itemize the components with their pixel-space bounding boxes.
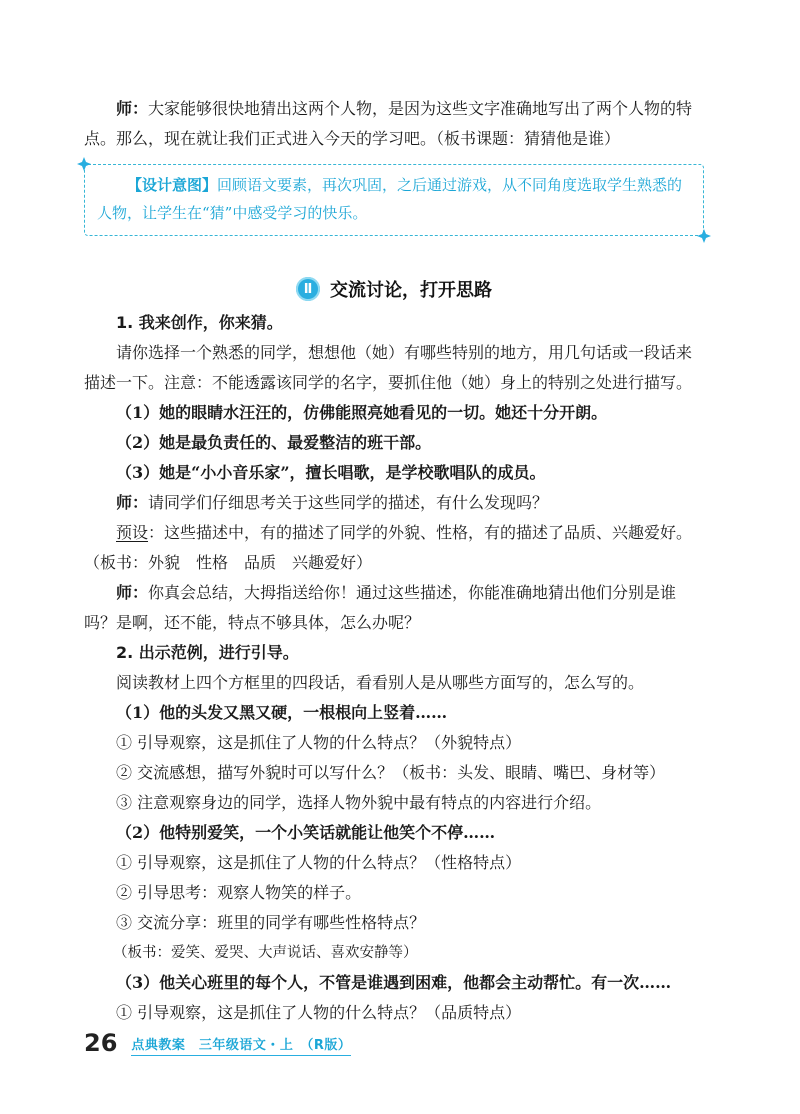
speaker-teacher: 师： xyxy=(116,583,149,602)
example-quote: （3）他关心班里的每个人，不管是谁遇到困难，他都会主动帮忙。有一次…… xyxy=(116,973,672,992)
book-title-underline xyxy=(131,1034,351,1056)
guide-step: ② 引导思考：观察人物笑的样子。 xyxy=(116,883,362,902)
part1-instruction: 请你选择一个熟悉的同学，想想他（她）有哪些特别的地方，用几句话或一段话来描述一下。注意：不能透露该同学的名字，要抓住他（她）身上的特别之处进行描写。 xyxy=(84,343,693,392)
part2-instruction: 阅读教材上四个方框里的四段话，看看别人是从哪些方面写的，怎么写的。 xyxy=(116,673,645,692)
design-intent-body: 回顾语文要素，再次巩固，之后通过游戏，从不同角度选取学生熟悉的人物，让学生在“猜”中感受学习的快乐。 xyxy=(97,176,683,222)
speaker-teacher: 师： xyxy=(116,493,149,512)
guide-step: ③ 注意观察身边的同学，选择人物外貌中最有特点的内容进行介绍。 xyxy=(116,793,602,812)
design-intent-box xyxy=(84,164,704,236)
guide-step: ① 引导观察，这是抓住了人物的什么特点？（品质特点） xyxy=(116,1003,522,1022)
example-item: （1）她的眼睛水汪汪的，仿佛能照亮她看见的一切。她还十分开朗。 xyxy=(116,403,608,422)
page-number: 26 xyxy=(84,1029,118,1057)
section-heading xyxy=(84,274,704,304)
board-note: （板书：爱笑、爱哭、大声说话、喜欢安静等） xyxy=(113,945,418,961)
design-intent-label: 【设计意图】 xyxy=(127,176,218,194)
preset-text: ：这些描述中，有的描述了同学的外貌、性格，有的描述了品质、兴趣爱好。（板书：外貌 性格 品质 兴趣爱好） xyxy=(84,523,693,572)
speaker-teacher: 师： xyxy=(116,99,149,118)
teacher-question-text: 请同学们仔细思考关于这些同学的描述，有什么发现吗？ xyxy=(148,493,549,512)
preset-answer xyxy=(84,518,704,578)
guide-step: ① 引导观察，这是抓住了人物的什么特点？（性格特点） xyxy=(116,853,522,872)
part1-heading: 1. 我来创作，你来猜。 xyxy=(116,313,283,332)
guide-step: ① 引导观察，这是抓住了人物的什么特点？（外貌特点） xyxy=(116,733,522,752)
guide-step: ③ 交流分享：班里的同学有哪些性格特点？ xyxy=(116,913,426,932)
teacher-summary xyxy=(84,578,704,638)
guide-step: ② 交流感想，描写外貌时可以写什么？（板书：头发、眼睛、嘴巴、身材等） xyxy=(116,763,666,782)
example-item: （2）她是最负责任的、最爱整洁的班干部。 xyxy=(116,433,432,452)
part2-heading: 2. 出示范例，进行引导。 xyxy=(116,643,299,662)
preset-label: 预设 xyxy=(116,523,149,542)
page-content xyxy=(84,94,704,1028)
section-title: 交流讨论，打开思路 xyxy=(330,280,492,301)
example-quote: （2）他特别爱笑，一个小笑话就能让他笑个不停…… xyxy=(116,823,496,842)
teacher-summary-text: 你真会总结，大拇指送给你！通过这些描述，你能准确地猜出他们分别是谁吗？是啊，还不能，特点不够具体，怎么办呢？ xyxy=(84,583,677,632)
intro-paragraph xyxy=(84,94,704,154)
page-footer xyxy=(84,1030,351,1056)
corner-ornament-icon xyxy=(77,157,91,171)
book-title: 点典教案 三年级语文・上 （R版） xyxy=(131,1038,352,1053)
example-item: （3）她是“小小音乐家”，擅长唱歌，是学校歌唱队的成员。 xyxy=(116,463,546,482)
intro-text: 大家能够很快地猜出这两个人物，是因为这些文字准确地写出了两个人物的特点。那么，现在就让我们正式进入今天的学习吧。（板书课题：猜猜他是谁） xyxy=(84,99,693,148)
teacher-question xyxy=(84,488,704,518)
section-numeral-badge: Ⅱ xyxy=(296,277,320,301)
example-quote: （1）他的头发又黑又硬，一根根向上竖着…… xyxy=(116,703,448,722)
design-intent-text xyxy=(97,171,691,227)
corner-ornament-icon xyxy=(697,229,711,243)
